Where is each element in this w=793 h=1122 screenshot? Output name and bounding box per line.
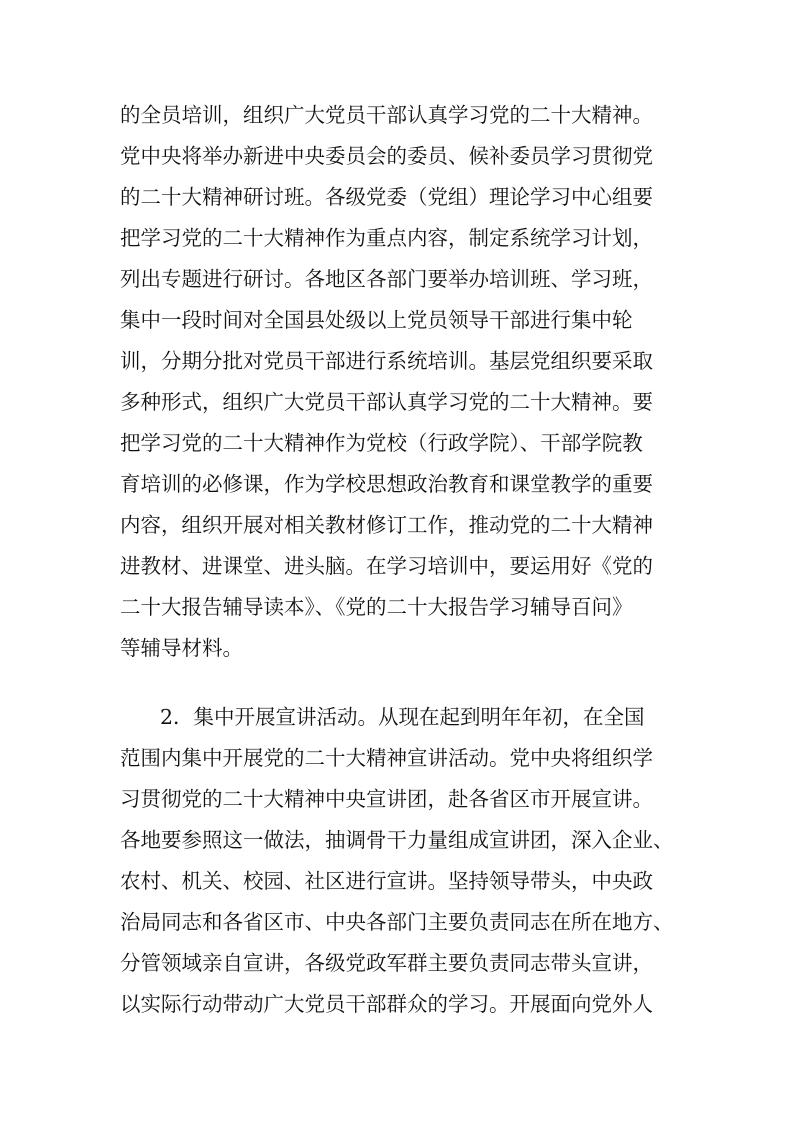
paragraph-1-line: 集中一段时间对全国县处级以上党员领导干部进行集中轮 xyxy=(120,308,633,332)
paragraph-2-line: 范围内集中开展党的二十大精神宣讲活动。党中央将组织学 xyxy=(120,746,653,770)
paragraph-1-line: 多种形式，组织广大党员干部认真学习党的二十大精神。要 xyxy=(120,390,653,414)
paragraph-2-line: 以实际行动带动广大党员干部群众的学习。开展面向党外人 xyxy=(120,992,653,1016)
paragraph-1-line: 把学习党的二十大精神作为重点内容，制定系统学习计划， xyxy=(120,226,653,250)
paragraph-1-line: 把学习党的二十大精神作为党校（行政学院）、干部学院教 xyxy=(120,431,643,455)
paragraph-1-line: 党中央将举办新进中央委员会的委员、候补委员学习贯彻党 xyxy=(120,144,653,168)
paragraph-1-line: 内容，组织开展对相关教材修订工作，推动党的二十大精神 xyxy=(120,513,653,537)
paragraph-1-line: 等辅导材料。 xyxy=(120,636,243,660)
paragraph-1-line: 二十大报告辅导读本》、《党的二十大报告学习辅导百问》 xyxy=(120,595,633,619)
paragraph-1-line: 进教材、进课堂、进头脑。在学习培训中，要运用好《党的 xyxy=(120,554,653,578)
paragraph-2-line: 2．集中开展宣讲活动。从现在起到明年年初，在全国 xyxy=(160,705,645,729)
paragraph-1-line: 的二十大精神研讨班。各级党委（党组）理论学习中心组要 xyxy=(120,185,653,209)
paragraph-2-line: 治局同志和各省区市、中央各部门主要负责同志在所在地方、 xyxy=(120,910,674,934)
paragraph-1-line: 育培训的必修课，作为学校思想政治教育和课堂教学的重要 xyxy=(120,472,653,496)
paragraph-1-line: 列出专题进行研讨。各地区各部门要举办培训班、学习班， xyxy=(120,267,653,291)
paragraph-1-line: 训，分期分批对党员干部进行系统培训。基层党组织要采取 xyxy=(120,349,653,373)
paragraph-2-line: 分管领域亲自宣讲，各级党政军群主要负责同志带头宣讲， xyxy=(120,951,653,975)
paragraph-2-line: 农村、机关、校园、社区进行宣讲。坚持领导带头，中央政 xyxy=(120,869,653,893)
paragraph-2-line: 习贯彻党的二十大精神中央宣讲团，赴各省区市开展宣讲。 xyxy=(120,787,653,811)
paragraph-1-line: 的全员培训，组织广大党员干部认真学习党的二十大精神。 xyxy=(120,103,653,127)
paragraph-2-line: 各地要参照这一做法，抽调骨干力量组成宣讲团，深入企业、 xyxy=(120,828,674,852)
